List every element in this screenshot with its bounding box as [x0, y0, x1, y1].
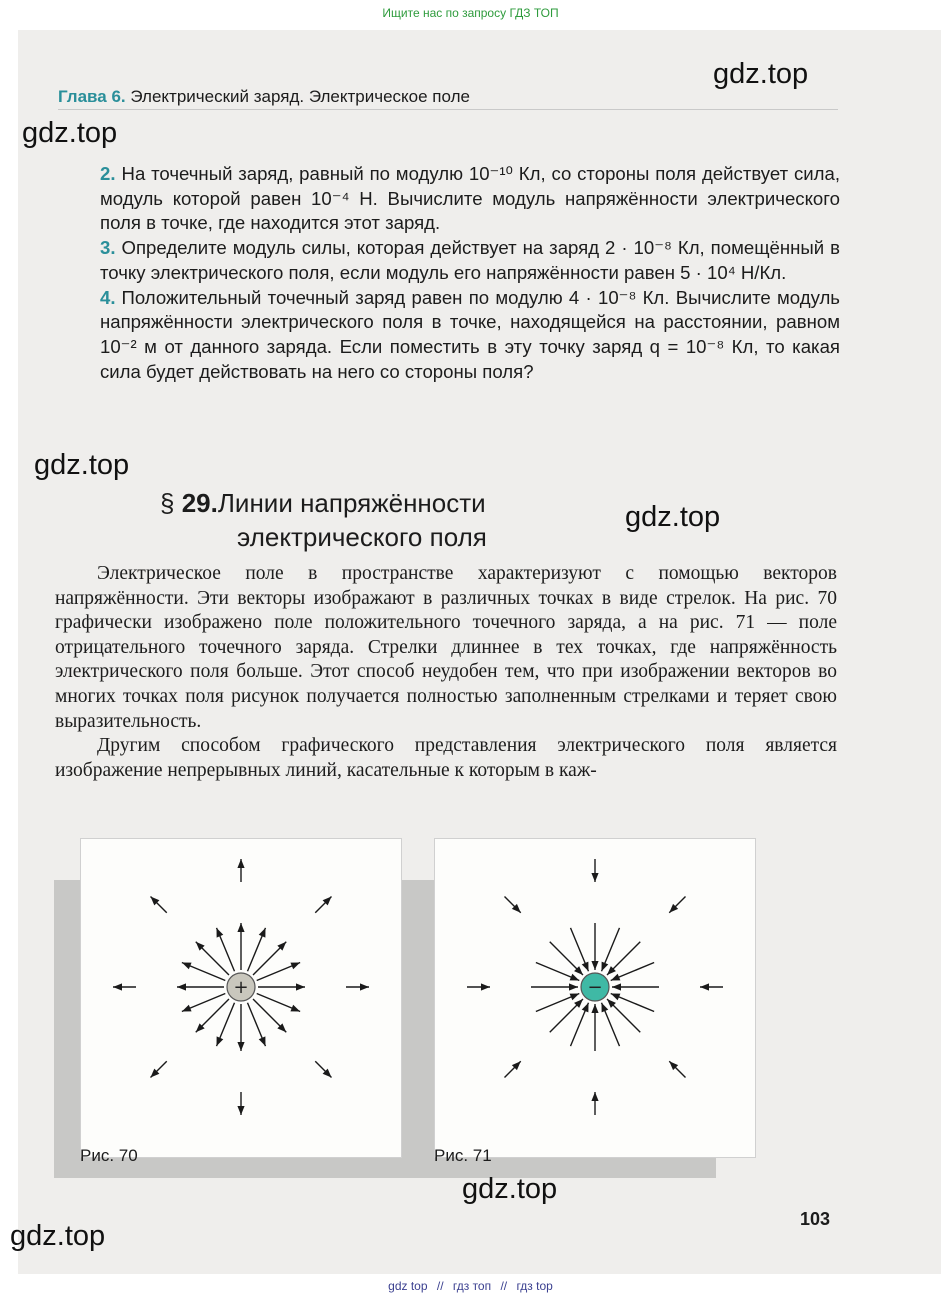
watermark: gdz.top — [34, 449, 130, 481]
field-vector-arrow — [315, 896, 331, 912]
watermark: gdz.top — [462, 1173, 558, 1205]
field-vector-arrow — [315, 1061, 331, 1077]
chapter-title: Электрический заряд. Электрическое поле — [130, 87, 470, 106]
section-title-line1: Линии напряжённости — [217, 488, 486, 518]
bottom-ad-link[interactable]: гдз топ — [452, 1279, 492, 1293]
problem-number: 2. — [100, 163, 116, 184]
field-vector-arrow — [700, 983, 723, 990]
field-vector-arrow — [258, 983, 305, 990]
section-title-line2: электрического поля — [237, 522, 487, 552]
field-vector-arrow — [237, 1004, 244, 1051]
problem-number: 3. — [100, 237, 116, 259]
section-heading-line1 — [160, 486, 610, 520]
field-vector-arrow — [504, 896, 520, 912]
field-vector-arrow — [467, 983, 490, 990]
field-vector-arrow — [346, 983, 369, 990]
problem-item — [100, 286, 840, 385]
field-vector-arrow — [591, 859, 598, 882]
problem-number: 4. — [100, 286, 116, 308]
body-text — [55, 562, 837, 783]
bottom-ad-link[interactable]: гдз top — [516, 1279, 553, 1293]
field-vector-arrow — [669, 896, 685, 912]
field-diagram-positive — [81, 839, 401, 1157]
bottom-ad-separator: // — [500, 1279, 508, 1293]
page-number: 103 — [800, 1209, 831, 1229]
problem-list — [100, 162, 840, 384]
figure-negative-charge — [434, 838, 756, 1158]
section-heading — [160, 486, 610, 554]
charge-sign: + — [233, 977, 249, 998]
field-diagram-negative — [435, 839, 755, 1157]
field-vector-arrow — [612, 983, 659, 990]
chapter-label: Глава 6. — [58, 87, 126, 106]
field-vector-arrow — [150, 1061, 166, 1077]
bottom-ad-separator: // — [436, 1279, 444, 1293]
field-vector-arrow — [591, 923, 598, 970]
paragraph: Другим способом графического представления электрического поля является изображение непрерывных линий, касательные к которым в каж- — [55, 735, 837, 781]
problem-text: Положительный точечный заряд равен по модулю 4 · 10⁻⁸ Кл. Вычислите модуль напряжённости электрического поля в точке, находящейся на расстоянии, равном 10⁻² м от данного заряда. Если поместить в эту точку заряд q = 10⁻⁸ Кл, то какая сила будет действовать на него со стороны поля? — [100, 286, 840, 382]
problem-item — [100, 162, 840, 236]
top-ad-link[interactable]: Ищите нас по запросу ГДЗ ТОП — [382, 6, 559, 20]
field-vector-arrow — [150, 896, 166, 912]
field-vector-arrow — [237, 1092, 244, 1115]
watermark: gdz.top — [625, 501, 721, 533]
problem-text: На точечный заряд, равный по модулю 10⁻¹⁰ Кл, со стороны поля действует сила, модуль которой равен 10⁻⁴ Н. Вычислите модуль напряжённости электрического поля в точке, где находится этот заряд. — [100, 163, 840, 234]
running-head — [58, 87, 838, 110]
problem-item — [100, 236, 840, 285]
problem-text: Определите модуль силы, которая действует на заряд 2 · 10⁻⁸ Кл, помещённый в точку электрического поля, если модуль его напряжённости равен 5 · 10⁴ Н/Кл. — [100, 237, 840, 283]
figure-positive-charge — [80, 838, 402, 1158]
watermark: gdz.top — [713, 58, 809, 90]
figure-caption-70: Рис. 70 — [80, 1146, 138, 1165]
field-vector-arrow — [237, 923, 244, 970]
section-number: 29. — [181, 488, 218, 518]
field-vector-arrow — [531, 983, 578, 990]
field-vector-arrow — [113, 983, 136, 990]
paragraph: Электрическое поле в пространстве характеризуют с помощью векторов напряжённости. Эти векторы изображают в различных точках в виде стрелок. На рис. 70 графически изображено поле положительного точечного заряда, а на рис. 71 — поле отрицательного точечного заряда. Стрелки длиннее в тех точках, где напряжённость электрического поля больше. Этот способ неудобен тем, что при изображении векторов во многих точках поля рисунок получается полностью заполненным стрелками и теряет свою выразительность. — [55, 563, 837, 732]
bottom-ad-link[interactable]: gdz top — [388, 1279, 428, 1293]
field-vector-arrow — [591, 1004, 598, 1051]
field-vector-arrow — [591, 1092, 598, 1115]
field-vector-arrow — [504, 1061, 520, 1077]
field-vector-arrow — [237, 859, 244, 882]
section-symbol: § — [160, 488, 175, 518]
field-vector-arrow — [177, 983, 224, 990]
figure-caption-71: Рис. 71 — [434, 1146, 492, 1165]
field-vector-arrow — [669, 1061, 685, 1077]
watermark: gdz.top — [22, 117, 118, 149]
bottom-ad-links — [0, 1279, 941, 1293]
charge-sign: − — [587, 977, 603, 998]
watermark: gdz.top — [10, 1220, 106, 1252]
